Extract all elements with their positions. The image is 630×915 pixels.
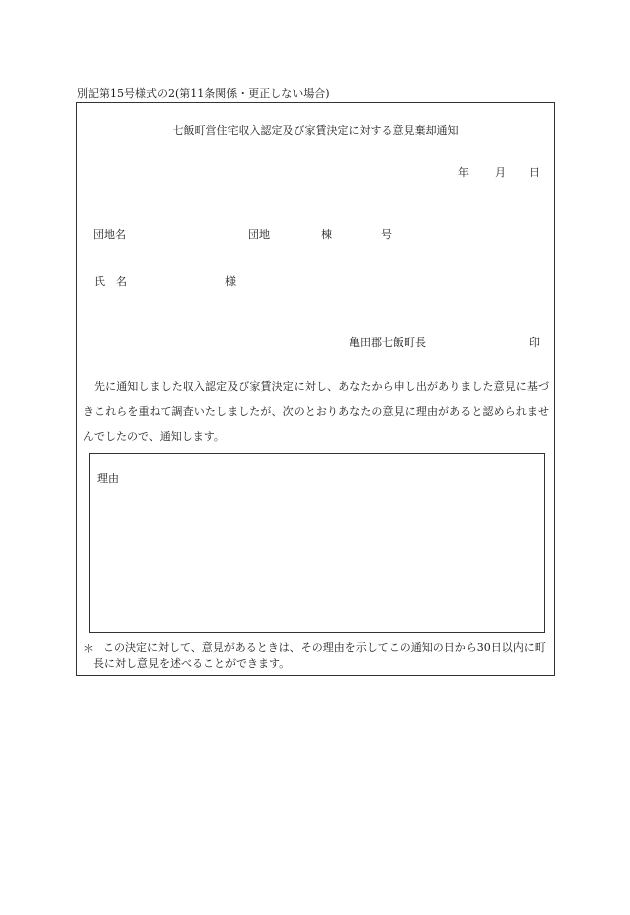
form-reference: 別記第15号様式の2(第11条関係・更正しない場合)	[77, 87, 330, 100]
danchi-name-label: 団地名	[93, 228, 126, 241]
form-frame	[76, 102, 555, 676]
date-year-label: 年	[458, 166, 469, 179]
building-label: 棟	[321, 228, 332, 241]
recipient-name-label: 氏 名	[94, 275, 127, 288]
danchi-label: 団地	[248, 228, 270, 241]
recipient-honorific: 様	[225, 275, 236, 288]
note-text: この決定に対して、意見があるときは、その理由を示してこの通知の日から30日以内に町長に対し意見を述べることができます。	[93, 641, 546, 670]
reason-label: 理由	[97, 472, 119, 485]
reason-box	[89, 453, 545, 633]
seal-mark: 印	[529, 336, 540, 349]
document-title: 七飯町営住宅収入認定及び家賃決定に対する意見棄却通知	[172, 124, 459, 137]
note-asterisk: ＊	[83, 642, 94, 655]
room-number-label: 号	[381, 228, 392, 241]
issuer-name: 亀田郡七飯町長	[349, 336, 426, 349]
notice-body-text: 先に通知しました収入認定及び家賃決定に対し、あなたから申し出がありました意見に基づきこれらを重ねて調査いたしましたが、次のとおりあなたの意見に理由があると認められませんでしたので、通知します。	[83, 380, 549, 443]
date-day-label: 日	[529, 166, 540, 179]
date-month-label: 月	[495, 166, 506, 179]
